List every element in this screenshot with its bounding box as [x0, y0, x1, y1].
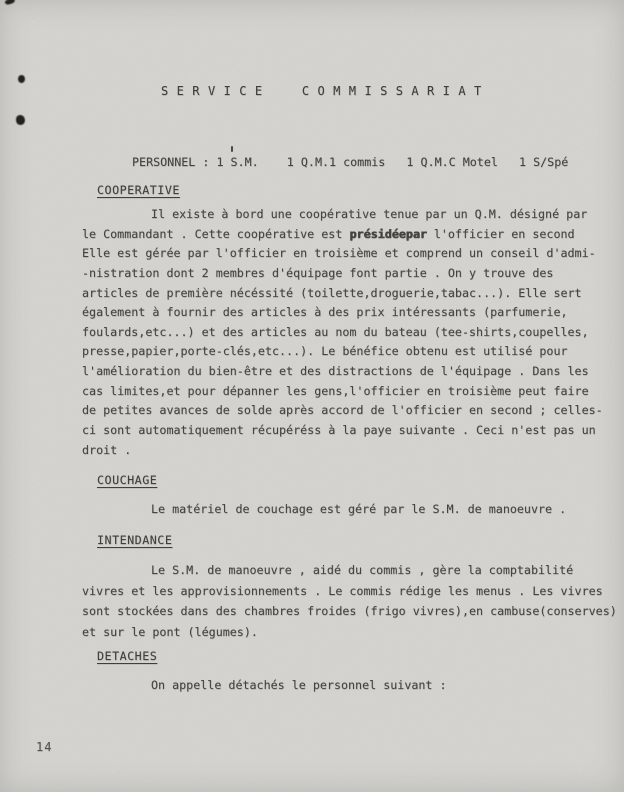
text-line: sont stockées dans des chambres froides (frigo vivres),en cambuse(conserves) [82, 604, 617, 619]
text-line: ci sont automatiquement récupéréss à la paye suivante . Ceci n'est pas un [82, 423, 596, 438]
ink-dot-left-margin-2 [16, 115, 25, 125]
intendance-paragraph [82, 560, 617, 642]
text-line: et sur le pont (légumes). [82, 624, 258, 639]
text-segment-bold: présidéepar [349, 226, 427, 241]
text-line: Elle est gérée par l'officier en troisième et comprend un conseil d'admi- [82, 246, 596, 261]
text-line: vivres et les approvisionnements . Le commis rédige les menus . Les vivres [82, 583, 603, 598]
text-line: articles de première nécéssité (toilette,droguerie,tabac...). Elle sert [82, 285, 582, 300]
text-line: cas limites,et pour dépanner les gens,l'officier en troisième peut faire [82, 383, 589, 398]
cooperative-paragraph [82, 205, 603, 460]
section-heading-detaches: DETACHES [97, 649, 158, 663]
text-line: également à fournir des articles à des prix intéressants (parfumerie, [82, 305, 568, 320]
section-heading-cooperative: COOPERATIVE [97, 183, 180, 197]
text-line: presse,papier,porte-clés,etc...). Le bénéfice obtenu est utilisé pour [82, 344, 568, 359]
text-line: On appelle détachés le personnel suivant : [151, 678, 447, 692]
personnel-line: PERSONNEL : 1 S.M. 1 Q.M.1 commis 1 Q.M.C Motel 1 S/Spé [132, 155, 569, 169]
text-line: Il existe à bord une coopérative tenue par un Q.M. désigné par [151, 207, 588, 221]
text-segment: l'officier en second [426, 226, 575, 241]
text-line [82, 225, 603, 245]
page-title: S E R V I C E C O M M I S S A R I A T [161, 84, 482, 98]
text-segment: le Commandant . Cette coopérative est [82, 226, 350, 241]
couchage-paragraph [82, 500, 566, 520]
text-line: Le matériel de couchage est géré par le S.M. de manoeuvre . [151, 502, 567, 516]
section-heading-intendance: INTENDANCE [97, 533, 173, 547]
text-line: de petites avances de solde après accord de l'officier en second ; celles- [82, 403, 603, 418]
detaches-paragraph [82, 676, 447, 696]
section-heading-couchage: COUCHAGE [97, 473, 158, 487]
ink-dot-left-margin-1 [18, 75, 25, 83]
text-line: foulards,etc...) et des articles au nom du bateau (tee-shirts,coupelles, [82, 324, 589, 339]
ink-smudge-top-left [4, 0, 15, 5]
text-line: l'amélioration du bien-être et des distractions de l'équipage . Dans les [82, 364, 589, 379]
stray-ink-mark [231, 146, 233, 152]
page-number: 14 [36, 740, 53, 754]
text-line: -nistration dont 2 membres d'équipage font partie . On y trouve des [82, 265, 554, 280]
text-line: Le S.M. de manoeuvre , aidé du commis , gère la comptabilité [151, 563, 574, 577]
text-line: droit . [82, 442, 132, 457]
